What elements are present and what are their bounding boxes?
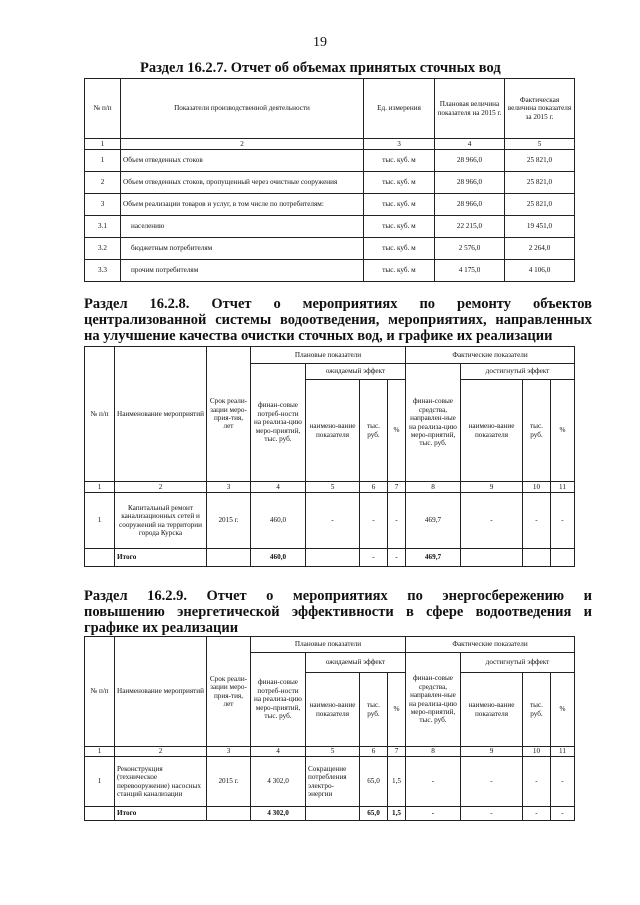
total-tys-rub: - xyxy=(360,549,388,567)
header-pct: % xyxy=(388,673,406,747)
col-num: 7 xyxy=(388,747,406,757)
table-header-row xyxy=(85,79,575,139)
col-num: 5 xyxy=(306,482,360,493)
row-fact: 25 821,0 xyxy=(505,150,575,172)
header-plan-group: Плановые показатели xyxy=(251,637,406,653)
row-unit: тыс. куб. м xyxy=(364,194,435,216)
header-fact: Фактическая величина показателя за 2015 г. xyxy=(505,79,575,139)
row-name: прочим потребителям xyxy=(121,260,364,282)
row-eff-name: - xyxy=(306,493,360,549)
column-number-row xyxy=(85,482,575,493)
total-row xyxy=(85,807,575,821)
total-fin-plan: 4 302,0 xyxy=(251,807,306,821)
col-num: 6 xyxy=(360,747,388,757)
row-pct: 1,5 xyxy=(388,757,406,807)
col-num: 9 xyxy=(461,747,523,757)
col-num: 8 xyxy=(406,747,461,757)
header-eff-name: наимено-вание показателя xyxy=(461,673,523,747)
row-unit: тыс. куб. м xyxy=(364,216,435,238)
row-fin-fact: 469,7 xyxy=(406,493,461,549)
row-plan: 22 215,0 xyxy=(435,216,505,238)
row-unit: тыс. куб. м xyxy=(364,260,435,282)
col-num: 8 xyxy=(406,482,461,493)
row-fact: 2 264,0 xyxy=(505,238,575,260)
table-row xyxy=(85,216,575,238)
row-num: 2 xyxy=(85,172,121,194)
total-label: Итого xyxy=(115,807,207,821)
col-num: 2 xyxy=(121,139,364,150)
header-indicator: Показатели производственной деятельности xyxy=(121,79,364,139)
row-plan: 4 175,0 xyxy=(435,260,505,282)
col-num: 10 xyxy=(523,482,551,493)
total-tys-rub: 65,0 xyxy=(360,807,388,821)
section-16-2-7-title: Раздел 16.2.7. Отчет об объемах принятых сточных вод xyxy=(140,60,501,76)
row-fact: 19 451,0 xyxy=(505,216,575,238)
table-row xyxy=(85,238,575,260)
header-achieved: достигнутый эффект xyxy=(461,653,575,673)
row-fact-tys-rub: - xyxy=(523,757,551,807)
row-fact-tys-rub: - xyxy=(523,493,551,549)
header-tys-rub: тыс. руб. xyxy=(523,380,551,482)
col-num: 7 xyxy=(388,482,406,493)
row-fact-eff-name: - xyxy=(461,757,523,807)
header-tys-rub: тыс. руб. xyxy=(523,673,551,747)
row-plan: 28 966,0 xyxy=(435,194,505,216)
title-line: Раздел 16.2.8. Отчет о мероприятиях по ремонту объектов xyxy=(84,296,592,312)
title-line: централизованной системы водоотведения, мероприятиях, направленных xyxy=(84,312,592,328)
title-line: на улучшение качества очистки сточных вод, и графике их реализации xyxy=(84,328,553,344)
row-num: 3.3 xyxy=(85,260,121,282)
title-line: повышению энергетической эффективности в сфере водоотведения и xyxy=(84,604,592,620)
row-fact-pct: - xyxy=(551,493,575,549)
header-pct: % xyxy=(551,673,575,747)
col-num: 4 xyxy=(435,139,505,150)
row-fin-plan: 460,0 xyxy=(251,493,306,549)
row-fact-pct: - xyxy=(551,757,575,807)
row-unit: тыс. куб. м xyxy=(364,150,435,172)
sewage-volume-table xyxy=(84,78,575,282)
column-number-row xyxy=(85,139,575,150)
row-fact: 25 821,0 xyxy=(505,172,575,194)
col-num: 4 xyxy=(251,482,306,493)
header-eff-name: наимено-вание показателя xyxy=(461,380,523,482)
header-fin-fact: финан-совые средства, направлен-ные на реализа-цию меро-приятий, тыс. руб. xyxy=(406,364,461,482)
header-fact-group: Фактические показатели xyxy=(406,347,575,364)
table-header-row xyxy=(85,347,575,364)
header-name: Наименование мероприятий xyxy=(115,347,207,482)
row-name: населению xyxy=(121,216,364,238)
col-num: 11 xyxy=(551,747,575,757)
page-number: 19 xyxy=(313,35,327,50)
total-pct: - xyxy=(388,549,406,567)
header-tys-rub: тыс. руб. xyxy=(360,673,388,747)
row-fact-eff-name: - xyxy=(461,493,523,549)
row-plan: 28 966,0 xyxy=(435,150,505,172)
col-num: 1 xyxy=(85,482,115,493)
header-term: Срок реали-зации меро-прия-тия, лет xyxy=(207,637,251,747)
table-row xyxy=(85,757,575,807)
row-tys-rub: 65,0 xyxy=(360,757,388,807)
header-num: № п/п xyxy=(85,79,121,139)
row-term: 2015 г. xyxy=(207,493,251,549)
col-num: 3 xyxy=(364,139,435,150)
column-number-row xyxy=(85,747,575,757)
section-16-2-9-title xyxy=(84,588,592,636)
row-fin-fact: - xyxy=(406,757,461,807)
header-num: № п/п xyxy=(85,637,115,747)
row-fact: 25 821,0 xyxy=(505,194,575,216)
header-expected: ожидаемый эффект xyxy=(306,653,406,673)
row-tys-rub: - xyxy=(360,493,388,549)
table-header-row xyxy=(85,637,575,653)
col-num: 3 xyxy=(207,482,251,493)
row-eff-name: Сокращение потребления электро-энергии xyxy=(306,757,360,807)
col-num: 1 xyxy=(85,139,121,150)
section-16-2-8-title xyxy=(84,296,592,344)
row-name: Объем отведенных стоков, пропущенный через очистные сооружения xyxy=(121,172,364,194)
header-plan: Плановая величина показателя на 2015 г. xyxy=(435,79,505,139)
header-name: Наименование мероприятий xyxy=(115,637,207,747)
row-num: 1 xyxy=(85,493,115,549)
header-expected: ожидаемый эффект xyxy=(306,364,406,380)
header-achieved: достигнутый эффект xyxy=(461,364,575,380)
row-name: Объем реализации товаров и услуг, в том числе по потребителям: xyxy=(121,194,364,216)
row-num: 1 xyxy=(85,150,121,172)
row-term: 2015 г. xyxy=(207,757,251,807)
header-eff-name: наимено-вание показателя xyxy=(306,673,360,747)
total-row xyxy=(85,549,575,567)
total-pct: 1,5 xyxy=(388,807,406,821)
col-num: 10 xyxy=(523,747,551,757)
header-fin-plan: финан-совые потреб-ности на реализа-цию меро-приятий, тыс. руб. xyxy=(251,653,306,747)
row-name: Реконструкция (техническое перевооружение) насосных станций канализации xyxy=(115,757,207,807)
row-num: 3.1 xyxy=(85,216,121,238)
header-pct: % xyxy=(388,380,406,482)
header-fact-group: Фактические показатели xyxy=(406,637,575,653)
row-fin-plan: 4 302,0 xyxy=(251,757,306,807)
header-fin-plan: финан-совые потреб-ности на реализа-цию меро-приятий, тыс. руб. xyxy=(251,364,306,482)
row-num: 3 xyxy=(85,194,121,216)
row-plan: 28 966,0 xyxy=(435,172,505,194)
col-num: 6 xyxy=(360,482,388,493)
col-num: 11 xyxy=(551,482,575,493)
row-unit: тыс. куб. м xyxy=(364,172,435,194)
total-fact-tys-rub: - xyxy=(523,807,551,821)
table-row xyxy=(85,493,575,549)
row-plan: 2 576,0 xyxy=(435,238,505,260)
table-row xyxy=(85,194,575,216)
table-row xyxy=(85,260,575,282)
total-label: Итого xyxy=(115,549,207,567)
row-unit: тыс. куб. м xyxy=(364,238,435,260)
total-fact-pct: - xyxy=(551,807,575,821)
col-num: 5 xyxy=(306,747,360,757)
total-fin-fact: - xyxy=(406,807,461,821)
header-fin-fact: финан-совые средства, направлен-ные на реализа-цию меро-приятий, тыс. руб. xyxy=(406,653,461,747)
title-line: Раздел 16.2.9. Отчет о мероприятиях по энергосбережению и xyxy=(84,588,592,604)
row-name: бюджетным потребителям xyxy=(121,238,364,260)
row-name: Объем отведенных стоков xyxy=(121,150,364,172)
row-num: 3.2 xyxy=(85,238,121,260)
row-pct: - xyxy=(388,493,406,549)
col-num: 5 xyxy=(505,139,575,150)
col-num: 2 xyxy=(115,482,207,493)
header-term: Срок реали-зации меро-прия-тия, лет xyxy=(207,347,251,482)
col-num: 2 xyxy=(115,747,207,757)
header-pct: % xyxy=(551,380,575,482)
col-num: 3 xyxy=(207,747,251,757)
header-tys-rub: тыс. руб. xyxy=(360,380,388,482)
total-fact-eff-name: - xyxy=(461,807,523,821)
title-line: графике их реализации xyxy=(84,620,239,636)
col-num: 9 xyxy=(461,482,523,493)
total-fin-fact: 469,7 xyxy=(406,549,461,567)
repair-measures-table xyxy=(84,346,575,567)
table-row xyxy=(85,150,575,172)
header-num: № п/п xyxy=(85,347,115,482)
row-fact: 4 106,0 xyxy=(505,260,575,282)
header-eff-name: наимено-вание показателя xyxy=(306,380,360,482)
header-unit: Ед. измерения xyxy=(364,79,435,139)
col-num: 4 xyxy=(251,747,306,757)
col-num: 1 xyxy=(85,747,115,757)
row-num: 1 xyxy=(85,757,115,807)
total-fin-plan: 460,0 xyxy=(251,549,306,567)
header-plan-group: Плановые показатели xyxy=(251,347,406,364)
table-row xyxy=(85,172,575,194)
energy-saving-measures-table xyxy=(84,636,575,821)
row-name: Капитальный ремонт канализационных сетей и сооружений на территории города Курска xyxy=(115,493,207,549)
